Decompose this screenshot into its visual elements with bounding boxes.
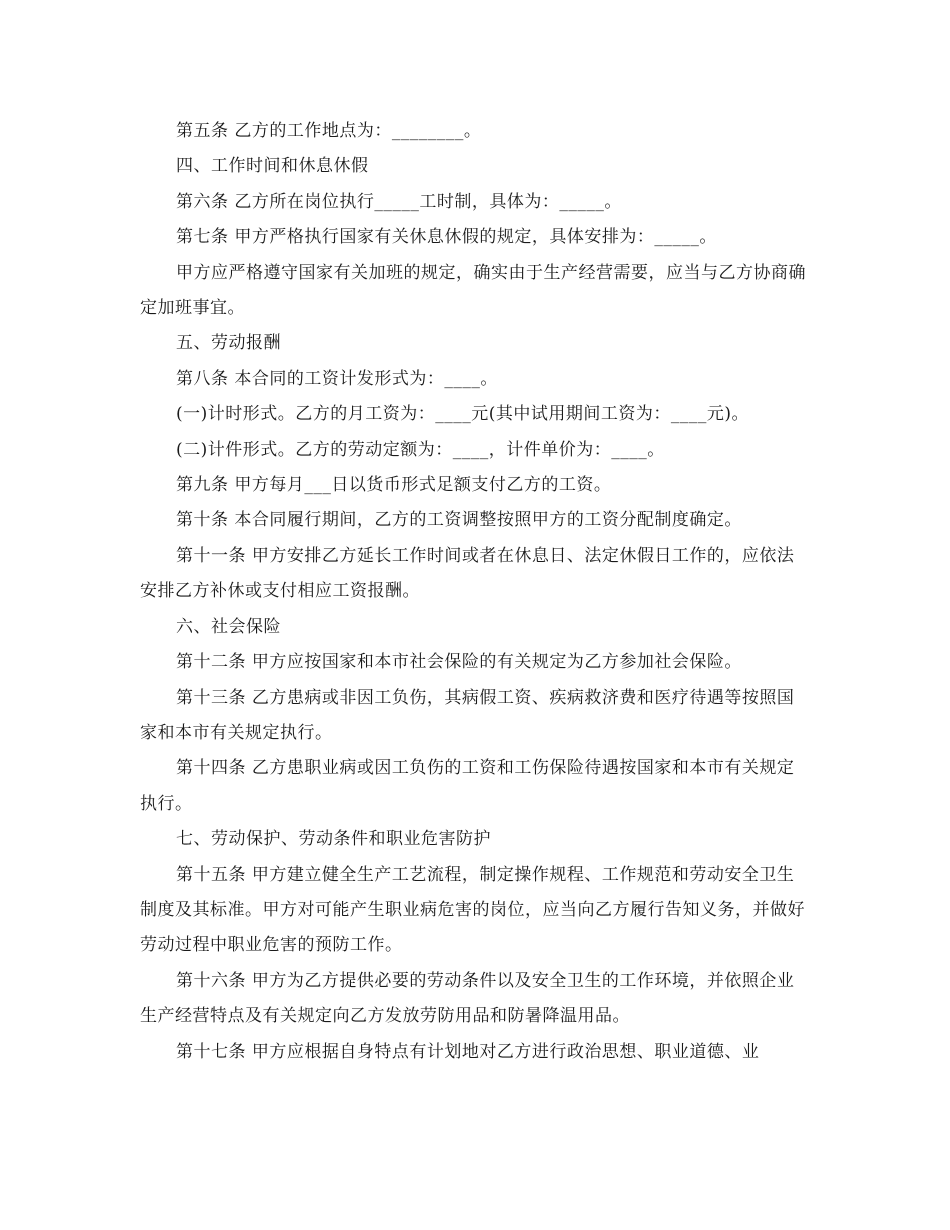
clause-6: 第六条 乙方所在岗位执行_____工时制，具体为：_____。	[176, 191, 622, 212]
clause-8-item-1: (一)计时形式。乙方的月工资为：____元(其中试用期间工资为：____元)。	[176, 404, 750, 425]
clause-9: 第九条 甲方每月___日以货币形式足额支付乙方的工资。	[176, 475, 612, 496]
clause-10: 第十条 本合同履行期间，乙方的工资调整按照甲方的工资分配制度确定。	[176, 510, 742, 531]
section-heading-6: 六、社会保险	[176, 616, 281, 637]
clause-13: 第十三条 乙方患病或非因工负伤，其病假工资、疾病救济费和医疗待遇等按照国家和本市有关规定执行。	[140, 687, 795, 743]
clause-8: 第八条 本合同的工资计发形式为：____。	[176, 368, 498, 389]
clause-7: 第七条 甲方严格执行国家有关休息休假的规定，具体安排为：_____。	[176, 227, 717, 248]
document-body	[140, 114, 810, 1070]
clause-12: 第十二条 甲方应按国家和本市社会保险的有关规定为乙方参加社会保险。	[176, 652, 742, 673]
clause-14: 第十四条 乙方患职业病或因工负伤的工资和工伤保险待遇按国家和本市有关规定执行。	[140, 758, 795, 814]
section-heading-5: 五、劳动报酬	[176, 333, 281, 354]
clause-8-item-2: (二)计件形式。乙方的劳动定额为：____，计件单价为：____。	[176, 439, 665, 460]
clause-16: 第十六条 甲方为乙方提供必要的劳动条件以及安全卫生的工作环境，并依照企业生产经营特点及有关规定向乙方发放劳防用品和防暑降温用品。	[140, 970, 795, 1027]
overtime-paragraph: 甲方应严格遵守国家有关加班的规定，确实由于生产经营需要，应当与乙方协商确定加班事宜。	[140, 262, 806, 319]
section-heading-4: 四、工作时间和休息休假	[176, 156, 369, 177]
section-heading-7: 七、劳动保护、劳动条件和职业危害防护	[176, 829, 491, 850]
clause-15: 第十五条 甲方建立健全生产工艺流程，制定操作规程、工作规范和劳动安全卫生制度及其标准。甲方对可能产生职业病危害的岗位，应当向乙方履行告知义务，并做好劳动过程中职业危害的预防工作。	[140, 864, 805, 956]
clause-17: 第十七条 甲方应根据自身特点有计划地对乙方进行政治思想、职业道德、业	[176, 1041, 760, 1062]
clause-11: 第十一条 甲方安排乙方延长工作时间或者在休息日、法定休假日工作的，应依法安排乙方补休或支付相应工资报酬。	[140, 545, 795, 602]
clause-5: 第五条 乙方的工作地点为：________。	[176, 121, 482, 141]
